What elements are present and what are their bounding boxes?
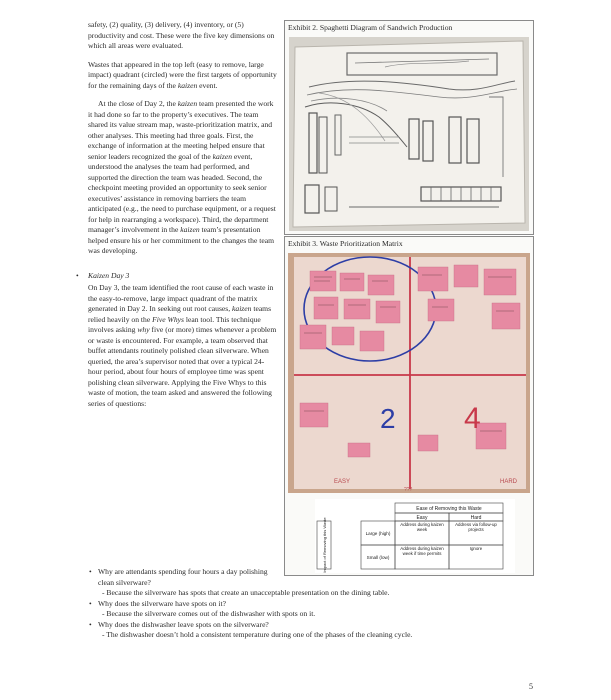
why-answer-2: - Because the silverware comes out of the dishwasher with spots on it. (102, 609, 316, 618)
quadrant-2-label: 2 (380, 403, 396, 434)
exhibit-2-frame (284, 20, 534, 235)
legend-row-large: Large (high) (365, 531, 391, 536)
matrix-legend (315, 499, 515, 573)
legend-header: Ease of Removing this Waste (416, 506, 482, 512)
exhibit-3-frame (284, 236, 534, 576)
paragraph-wastes-quadrant: Wastes that appeared in the top left (easy to remove, large impact) quadrant (circled) were the first targets of opportunity for the remaining days of the kaizen event. (88, 59, 277, 90)
why-question-2: • Why does the silverware have spots on it? (88, 599, 548, 610)
exhibit-3-title: Exhibit 3. Waste Prioritization Matrix (288, 239, 403, 248)
paragraph-day3: On Day 3, the team identified the root cause of each waste in the easy-to-remove, large impact quadrant of the matrix generated in Day 2. In seeking out root causes, kaizen teams relied heavily on the Five Whys lean tool. This technique involves asking why five (or more) times whenever a problem or waste is encountered. For example, a team observed that buffet attendants routinely polished clean silverware. When queried, the area’s supervisor noted that over a typical 24-hour period, about four hours of employee time was spent polishing clean silverware. Applying the Five Whys to this waste of motion, the team asked and answered the following series of questions: (88, 283, 277, 408)
paragraph-day2-close: At the close of Day 2, the kaizen team presented the work it had done so far to the property’s executives. The team shared its value stream map, waste-prioritization matrix, and other analyses. This meeting had three goals. First, the exchange of information at the meeting helped ensure that senior leaders recognized the goal of the kaizen event, understood the analyses the team had performed, and supported the direction the team was headed. Second, the checkpoint meeting provided an opportunity to seek senior executives’ assistance in removing barriers the team anticipated (e.g., the need to purchase equipment, or a request for help in rearranging a workspace). Third, the department manager’s involvement in the kaizen team’s presentation helped ensure his or her commitment to the changes the team was developing. (88, 99, 276, 255)
why-question-3: • Why does the dishwasher leave spots on the silverware? (88, 620, 548, 631)
paragraph-five-dimensions: safety, (2) quality, (3) delivery, (4) inventory, or (5) productivity and cost. These were the five key dimensions on which all areas were evaluated. (88, 20, 275, 50)
legend-cell-large-hard: Address via follow-up projects (455, 522, 497, 532)
mid-axis-label: ??? (404, 487, 413, 493)
spaghetti-diagram-photo (289, 37, 529, 231)
why-answer-1: - Because the silverware has spots that create an unacceptable presentation on the dining table. (102, 588, 390, 597)
legend-col-hard: Hard (470, 515, 482, 521)
legend-cell-large-easy: Address during kaizen week (400, 522, 444, 532)
why-question-1: • Why are attendants spending four hours a day polishing clean silverware? (88, 567, 278, 588)
legend-col-easy: Easy (416, 515, 428, 521)
day3-heading: • Kaizen Day 3 (88, 271, 278, 282)
hard-axis-label: HARD (500, 479, 518, 485)
legend-row-small: Small (low) (366, 555, 390, 560)
left-text-column (88, 20, 278, 417)
exhibit-2-title: Exhibit 2. Spaghetti Diagram of Sandwich Production (288, 23, 453, 32)
easy-axis-label: EASY (334, 479, 351, 485)
legend-cell-small-hard: Ignore (469, 546, 483, 551)
quadrant-4-label: 4 (464, 402, 481, 435)
waste-matrix-photo (288, 253, 530, 493)
why-answer-3: - The dishwasher doesn’t hold a consistent temperature during one of the phases of the cleaning cycle. (102, 630, 413, 639)
legend-cell-small-easy: Address during kaizen week if time permits (400, 546, 444, 556)
legend-y-axis: Impact of Removing this Waste (322, 517, 327, 573)
page-number: 5 (529, 682, 533, 691)
five-whys-list (88, 567, 548, 641)
